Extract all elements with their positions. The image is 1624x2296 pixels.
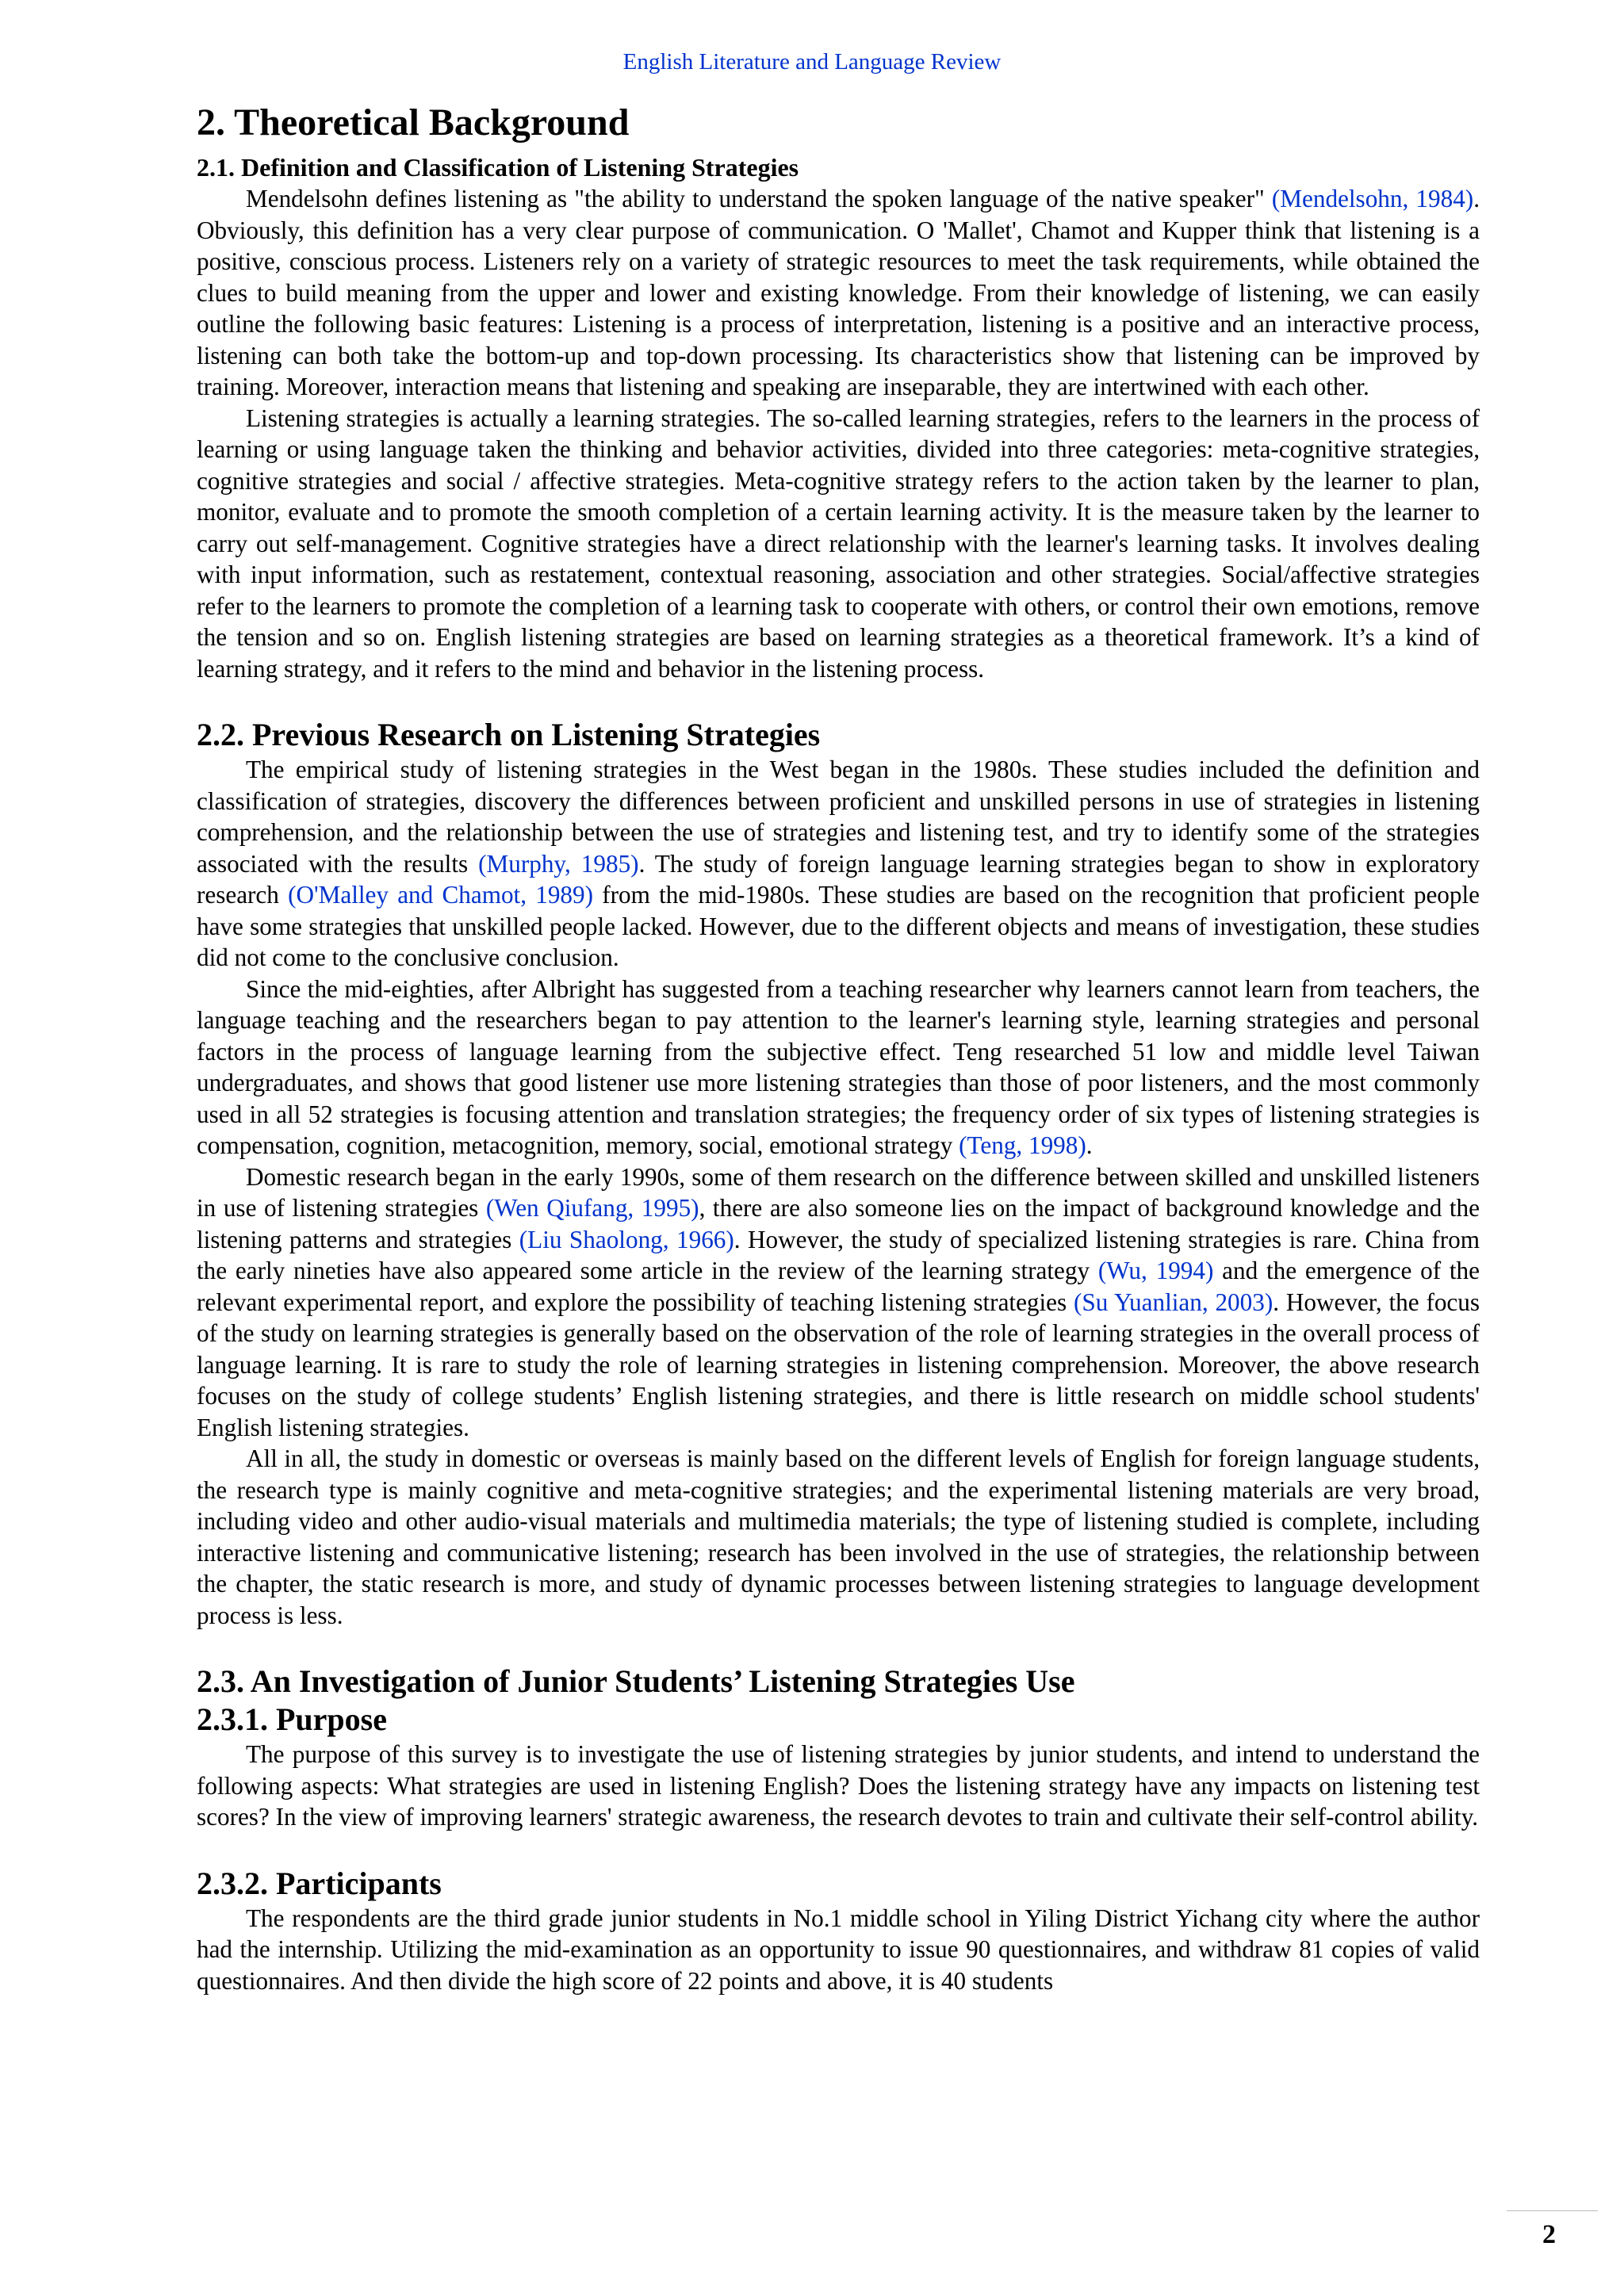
paragraph: Listening strategies is actually a learning strategies. The so-called learning strategies, refers to the learners in the process of learning or using language taken the thinking and behavior activities, divided into three categories: meta-cognitive strategies, cognitive strategies and social / affective strategies. Meta-cognitive strategy refers to the action taken by the learner to plan, monitor, evaluate and to promote the smooth completion of a certain learning activity. It is the measure taken by the learner to carry out self-management. Cognitive strategies have a direct relationship with the learner's learning tasks. It involves dealing with input information, such as restatement, contextual reasoning, association and other strategies. Social/affective strategies refer to the learners to promote the completion of a learning task to cooperate with others, or control their own emotions, remove the tension and so on. English listening strategies are based on learning strategies as a theoretical framework. It’s a kind of learning strategy, and it refers to the mind and behavior in the listening process. [197, 404, 1480, 683]
citation-link[interactable]: (O'Malley and Chamot, 1989) [288, 881, 594, 909]
footer-divider [1507, 2210, 1598, 2211]
running-header: English Literature and Language Review [622, 49, 1002, 75]
citation-link[interactable]: (Teng, 1998) [959, 1131, 1086, 1159]
page-body [197, 97, 1480, 1996]
subsubsection-heading: 2.3.1. Purpose [197, 1701, 387, 1737]
citation-link[interactable]: (Wu, 1994) [1097, 1257, 1214, 1284]
citation-link[interactable]: (Murphy, 1985) [478, 849, 639, 878]
paragraph: Since the mid-eighties, after Albright has suggested from a teaching researcher why learners cannot learn from teachers, the language teaching and the researchers began to pay attention to the learner's learning style, learning strategies and personal factors in the process of language learning from the subjective effect. Teng researched 51 low and middle level Taiwan undergraduates, and shows that good listener use more listening strategies than those of poor listeners, and the most commonly used in all 52 strategies is focusing attention and translation strategies; the frequency order of six types of listening strategies is compensation, cognition, metacognition, memory, social, emotional strategy (Teng, 1998). [197, 974, 1480, 1159]
paragraph: Domestic research began in the early 1990s, some of them research on the difference between skilled and unskilled listeners in use of listening strategies (Wen Qiufang, 1995), there are also someone lies on the impact of background knowledge and the listening patterns and strategies (Liu Shaolong, 1966). However, the study of specialized listening strategies is rare. China from the early nineties have also appeared some article in the review of the learning strategy (Wu, 1994) and the emergence of the relevant experimental report, and explore the possibility of teaching listening strategies (Su Yuanlian, 2003). However, the focus of the study on learning strategies is generally based on the observation of the role of learning strategies in the overall process of language learning. It is rare to study the role of learning strategies in listening comprehension. Moreover, the above research focuses on the study of college students’ English listening strategies, and there is little research on middle school students' English listening strategies. [197, 1162, 1480, 1441]
paragraph: The purpose of this survey is to investigate the use of listening strategies by junior students, and intend to understand the following aspects: What strategies are used in listening English? Does the listening strategy have any impacts on listening test scores? In the view of improving learners' strategic awareness, the research devotes to train and cultivate their self-control ability. [197, 1740, 1480, 1831]
paragraph: The respondents are the third grade junior students in No.1 middle school in Yiling District Yichang city where the author had the internship. Utilizing the mid-examination as an opportunity to issue 90 questionnaires, and withdraw 81 copies of valid questionnaires. And then divide the high score of 22 points and above, it is 40 students [197, 1904, 1480, 1995]
paragraph: All in all, the study in domestic or overseas is mainly based on the different levels of English for foreign language students, the research type is mainly cognitive and meta-cognitive strategies; and the experimental listening materials are very broad, including video and other audio-visual materials and multimedia materials; the type of listening studied is complete, including interactive listening and communicative listening; research has been involved in the use of strategies, the relationship between the chapter, the static research is more, and study of dynamic processes between listening strategies to language development process is less. [197, 1445, 1480, 1629]
subsection-heading: 2.3. An Investigation of Junior Students’ Listening Strategies Use [197, 1663, 1075, 1699]
subsubsection-heading: 2.3.2. Participants [197, 1865, 442, 1901]
citation-link[interactable]: (Liu Shaolong, 1966) [519, 1225, 734, 1253]
subsection-heading: 2.2. Previous Research on Listening Strategies [197, 717, 821, 752]
citation-link[interactable]: (Wen Qiufang, 1995) [485, 1194, 699, 1222]
paragraph: Mendelsohn defines listening as "the ability to understand the spoken language of the native speaker" (Mendelsohn, 1984). Obviously, this definition has a very clear purpose of communication. O 'Mallet', Chamot and Kupper think that listening is a positive, conscious process. Listeners rely on a variety of strategic resources to meet the task requirements, while obtained the clues to build meaning from the upper and lower and existing knowledge. From their knowledge of listening, we can easily outline the following basic features: Listening is a process of interpretation, listening is a positive and an interactive process, listening can both take the bottom-up and top-down processing. Its characteristics show that listening can be improved by training. Moreover, interaction means that listening and speaking are inseparable, they are intertwined with each other. [197, 185, 1480, 400]
page-number: 2 [1542, 2220, 1556, 2249]
section-heading: 2. Theoretical Background [197, 101, 630, 144]
citation-link[interactable]: (Mendelsohn, 1984) [1271, 185, 1474, 212]
subsection-heading: 2.1. Definition and Classification of Listening Strategies [197, 153, 799, 182]
citation-link[interactable]: (Su Yuanlian, 2003) [1073, 1288, 1274, 1316]
paragraph: The empirical study of listening strategies in the West began in the 1980s. These studies included the definition and classification of strategies, discovery the differences between proficient and unskilled persons in use of strategies in listening comprehension, and the relationship between the use of strategies and listening test, and try to identify some of the strategies associated with the results (Murphy, 1985). The study of foreign language learning strategies began to show in exploratory research (O'Malley and Chamot, 1989) from the mid-1980s. These studies are based on the recognition that proficient people have some strategies that unskilled people lacked. However, due to the different objects and means of investigation, these studies did not come to the conclusive conclusion. [197, 756, 1480, 971]
